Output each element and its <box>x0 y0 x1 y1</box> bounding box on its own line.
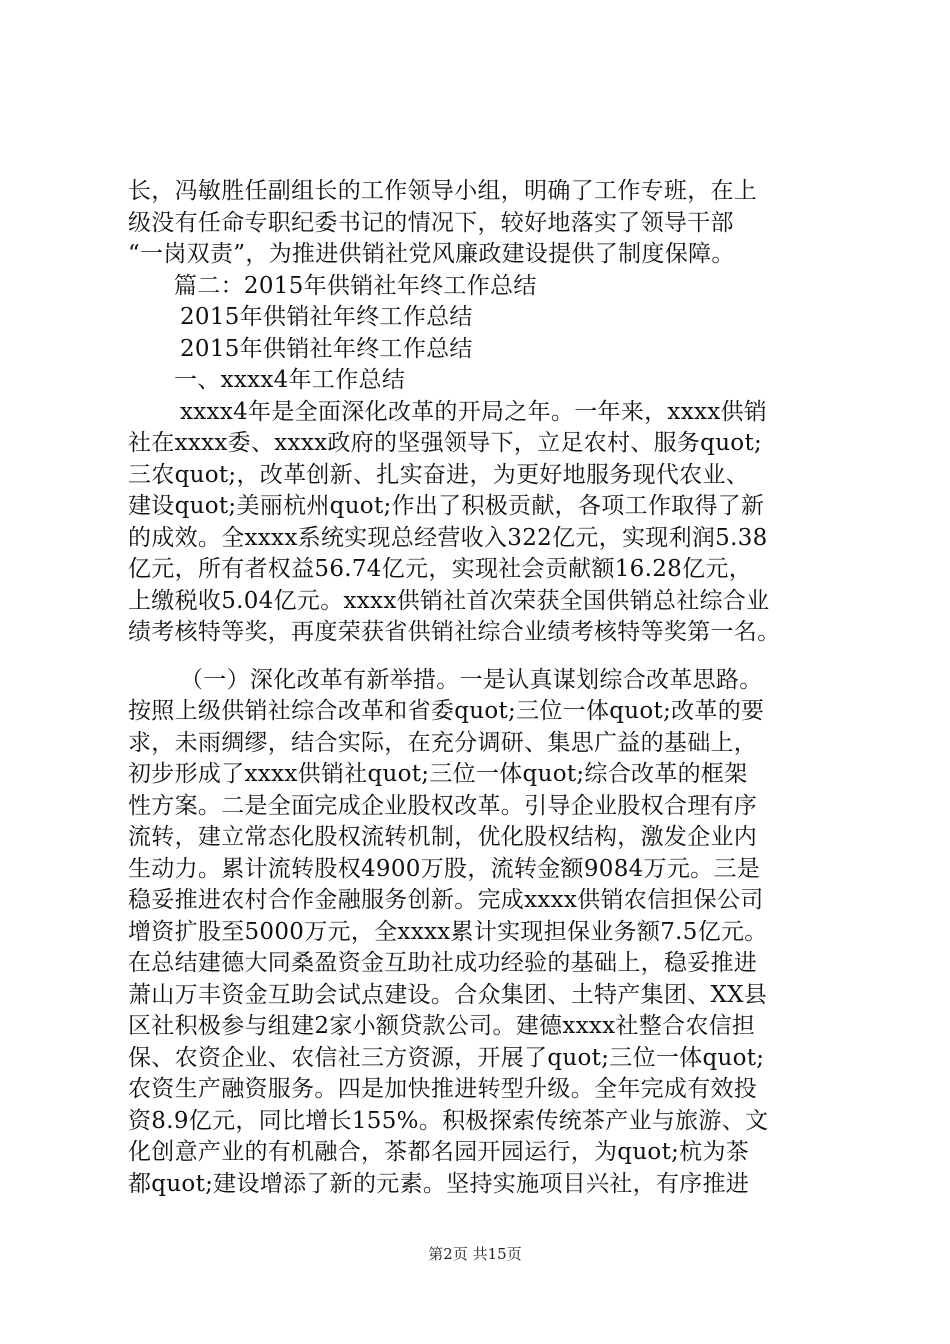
text-line: 上缴税收5.04亿元。xxxx供销社首次荣获全国供销总社综合业 <box>128 587 770 614</box>
text-line: “一岗双责”，为推进供销社党风廉政建设提供了制度保障。 <box>128 241 735 267</box>
text-line: 萧山万丰资金互助会试点建设。合众集团、土特产集团、XX县 <box>128 981 768 1008</box>
text-line: 亿元，所有者权益56.74亿元，实现社会贡献额16.28亿元， <box>128 556 752 582</box>
text-line: 区社积极参与组建2家小额贷款公司。建德xxxx社整合农信担 <box>128 1013 756 1039</box>
text-line: （一）深化改革有新举措。一是认真谋划综合改革思路。 <box>180 666 763 693</box>
text-line: 资8.9亿元，同比增长155%。积极探索传统茶产业与旅游、文 <box>128 1107 769 1134</box>
text-line: 建设quot;美丽杭州quot;作出了积极贡献，各项工作取得了新 <box>128 493 765 519</box>
text-line: 流转，建立常态化股权流转机制，优化股权结构，激发企业内 <box>128 824 758 850</box>
paragraph-gap <box>128 649 828 665</box>
paragraph-continuation <box>128 176 828 271</box>
text-line: 增资扩股至5000万元，全xxxx累计实现担保业务额7.5亿元。 <box>128 918 768 945</box>
text-line: 农资生产融资服务。四是加快推进转型升级。全年完成有效投 <box>128 1076 758 1102</box>
paragraph-reform <box>128 665 828 1201</box>
text-line: xxxx4年是全面深化改革的开局之年。一年来，xxxx供销 <box>180 398 768 425</box>
text-line: 级没有任命专职纪委书记的情况下，较好地落实了领导干部 <box>128 209 734 236</box>
text-line: 社在xxxx委、xxxx政府的坚强领导下，立足农村、服务quot; <box>128 430 763 456</box>
text-line: 都quot;建设增添了新的元素。坚持实施项目兴社，有序推进 <box>128 1170 750 1197</box>
page-number-footer: 第2页 共15页 <box>428 1245 522 1263</box>
text-line: 的成效。全xxxx系统实现总经营收入322亿元，实现利润5.38 <box>128 524 768 551</box>
document-body <box>128 176 828 1200</box>
text-line: 性方案。二是全面完成企业股权改革。引导企业股权合理有序 <box>128 792 758 819</box>
text-line: 初步形成了xxxx供销社quot;三位一体quot;综合改革的框架 <box>128 761 748 787</box>
text-line: 稳妥推进农村合作金融服务创新。完成xxxx供销农信担保公司 <box>128 887 764 913</box>
text-line: 长，冯敏胜任副组长的工作领导小组，明确了工作专班，在上 <box>128 178 758 204</box>
section-heading: 一、xxxx4年工作总结 <box>174 367 406 393</box>
text-line: 求，未雨绸缪，结合实际，在充分调研、集思广益的基础上， <box>128 729 758 756</box>
text-line: 化创意产业的有机融合，茶都名园开园运行，为quot;杭为茶 <box>128 1139 750 1165</box>
text-line: 保、农资企业、农信社三方资源，开展了quot;三位一体quot; <box>128 1044 765 1071</box>
text-line: 绩考核特等奖，再度荣获省供销社综合业绩考核特等奖第一名。 <box>128 619 781 645</box>
text-line: 按照上级供销社综合改革和省委quot;三位一体quot;改革的要 <box>128 698 765 724</box>
document-title: 2015年供销社年终工作总结 <box>180 304 473 330</box>
document-title-repeat: 2015年供销社年终工作总结 <box>180 335 473 362</box>
part-heading: 篇二：2015年供销社年终工作总结 <box>174 272 537 299</box>
text-line: 生动力。累计流转股权4900万股，流转金额9084万元。三是 <box>128 855 761 882</box>
text-line: 三农quot;，改革创新、扎实奋进，为更好地服务现代农业、 <box>128 461 750 488</box>
text-line: 在总结建德大同桑盈资金互助社成功经验的基础上，稳妥推进 <box>128 950 758 976</box>
paragraph-summary <box>128 397 828 649</box>
